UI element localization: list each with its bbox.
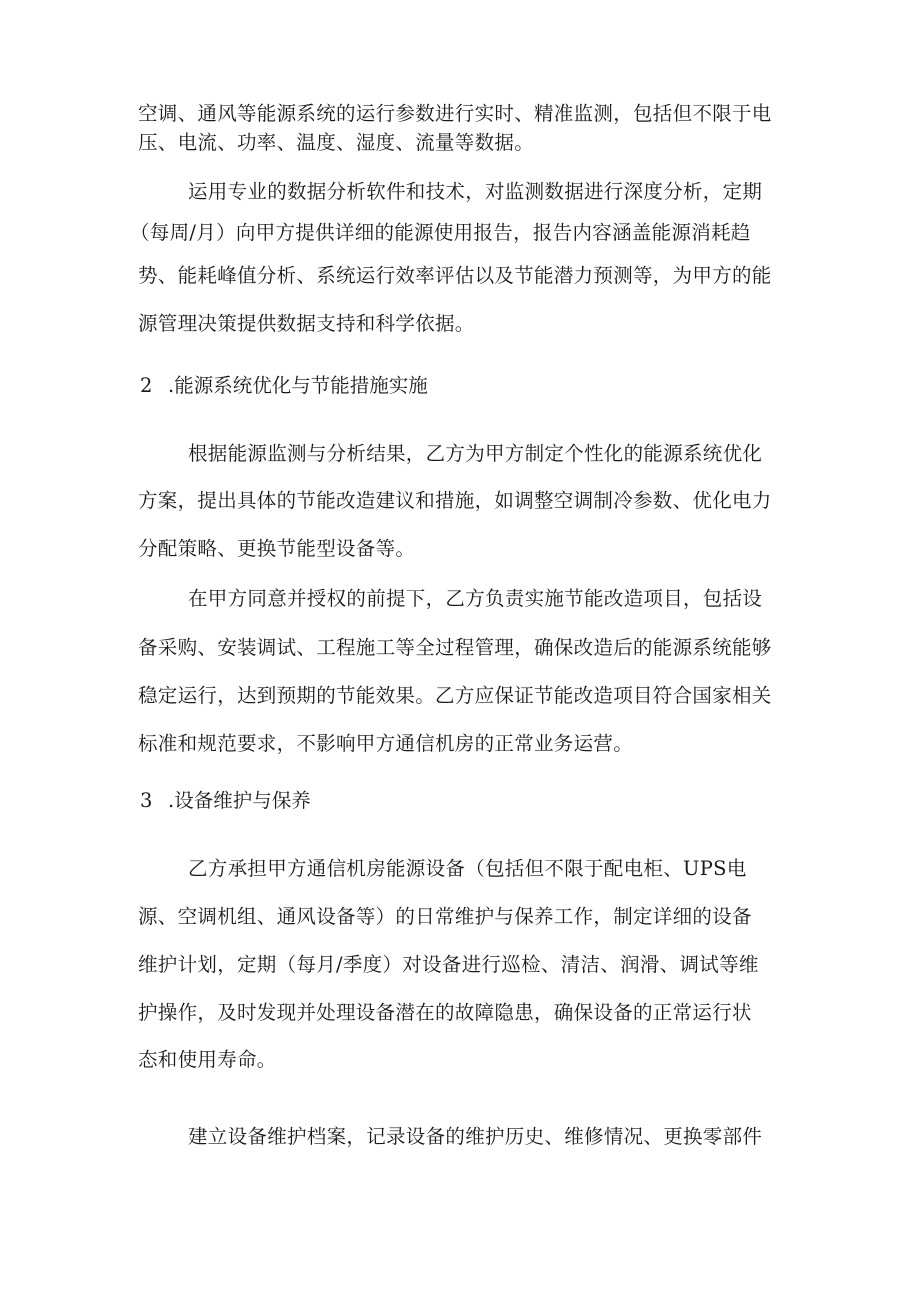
p1-line-2: 压、电流、功率、温度、湿度、流量等数据。 <box>138 131 535 154</box>
p4-line-2: 备采购、安装调试、工程施工等全过程管理，确保改造后的能源系统能够 <box>138 636 772 659</box>
p3-line-2: 方案，提出具体的节能改造建议和措施，如调整空调制冷参数、优化电力 <box>138 489 772 512</box>
section-number: 3 <box>140 789 153 812</box>
section-title: .能源系统优化与节能措施实施 <box>168 374 428 397</box>
p1-line-1: 空调、通风等能源系统的运行参数进行实时、精准监测，包括但不限于电 <box>138 102 772 125</box>
p2-line-2: （每周/月）向甲方提供详细的能源使用报告，报告内容涵盖能源消耗趋 <box>130 221 751 244</box>
section-heading-2 <box>140 373 428 399</box>
p2-line-4: 源管理决策提供数据支持和科学依据。 <box>138 312 475 335</box>
section-number: 2 <box>140 374 153 397</box>
p2-line-1: 运用专业的数据分析软件和技术，对监测数据进行深度分析，定期 <box>188 180 763 203</box>
p5-line-3: 维护计划，定期（每月/季度）对设备进行巡检、清洁、润滑、调试等维 <box>138 953 759 976</box>
section-title: .设备维护与保养 <box>168 789 311 812</box>
p4-line-3: 稳定运行，达到预期的节能效果。乙方应保证节能改造项目符合国家相关 <box>138 684 772 707</box>
p3-line-3: 分配策略、更换节能型设备等。 <box>138 537 416 560</box>
p3-line-1: 根据能源监测与分析结果，乙方为甲方制定个性化的能源系统优化 <box>188 442 763 465</box>
p5-line-1: 乙方承担甲方通信机房能源设备（包括但不限于配电柜、UPS电 <box>188 857 747 880</box>
p4-line-1: 在甲方同意并授权的前提下，乙方负责实施节能改造项目，包括设 <box>188 587 763 610</box>
p6-line-1: 建立设备维护档案，记录设备的维护历史、维修情况、更换零部件 <box>188 1125 763 1148</box>
p5-line-2: 源、空调机组、通风设备等）的日常维护与保养工作，制定详细的设备 <box>138 905 752 928</box>
p5-line-5: 态和使用寿命。 <box>138 1048 277 1071</box>
p2-line-3: 势、能耗峰值分析、系统运行效率评估以及节能潜力预测等，为甲方的能 <box>138 264 772 287</box>
p5-line-4: 护操作，及时发现并处理设备潜在的故障隐患，确保设备的正常运行状 <box>138 1001 752 1024</box>
section-heading-3 <box>140 788 311 814</box>
p4-line-4: 标准和规范要求，不影响甲方通信机房的正常业务运营。 <box>138 732 634 755</box>
